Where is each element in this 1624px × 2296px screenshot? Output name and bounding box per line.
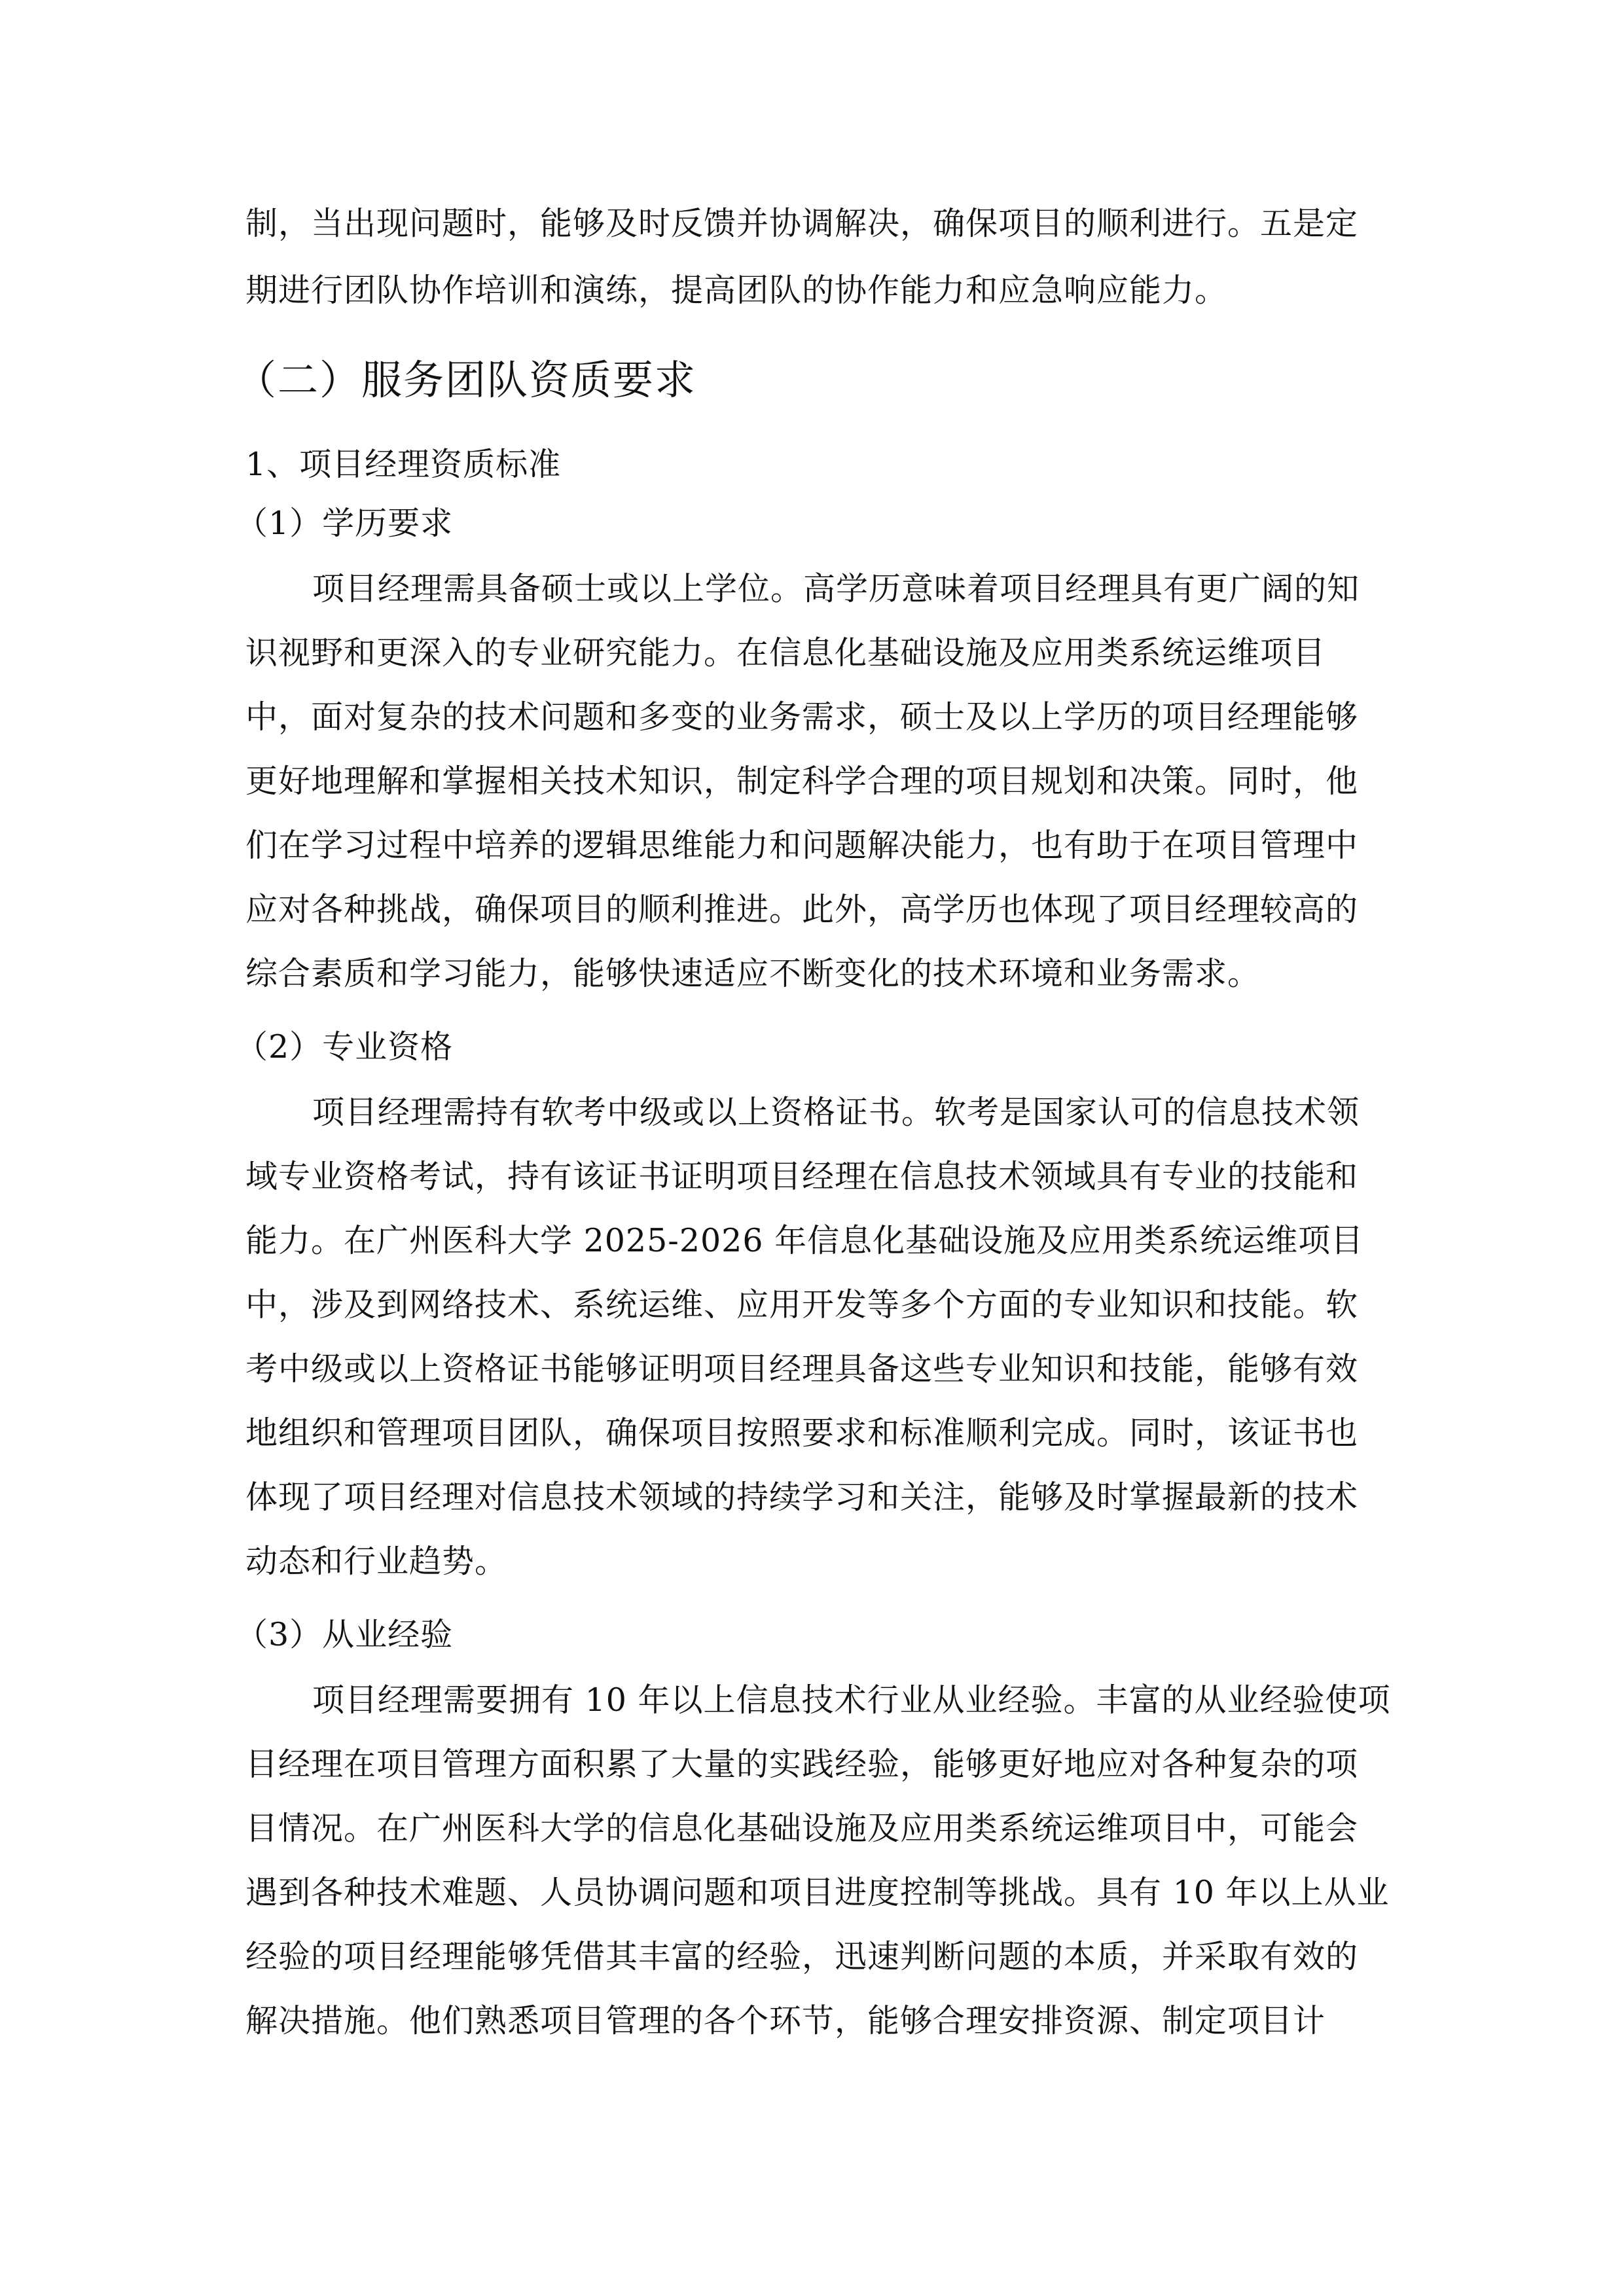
item-heading: （2）专业资格 bbox=[236, 1028, 454, 1066]
body-text-line: 目经理在项目管理方面积累了大量的实践经验，能够更好地应对各种复杂的项 bbox=[245, 1746, 1359, 1783]
body-text-line: 遇到各种技术难题、人员协调问题和项目进度控制等挑战。具有 10 年以上从业 bbox=[245, 1874, 1390, 1911]
body-text-line: 地组织和管理项目团队，确保项目按照要求和标准顺利完成。同时，该证书也 bbox=[245, 1414, 1359, 1452]
body-text-line: 项目经理需具备硕士或以上学位。高学历意味着项目经理具有更广阔的知 bbox=[312, 570, 1360, 607]
item-heading: （1）学历要求 bbox=[236, 505, 454, 542]
subsection-heading: 1、项目经理资质标准 bbox=[245, 446, 562, 483]
body-text-line: 考中级或以上资格证书能够证明项目经理具备这些专业知识和技能，能够有效 bbox=[245, 1350, 1359, 1388]
body-text-line: 解决措施。他们熟悉项目管理的各个环节，能够合理安排资源、制定项目计 bbox=[245, 2002, 1326, 2039]
body-text-line: 体现了项目经理对信息技术领域的持续学习和关注，能够及时掌握最新的技术 bbox=[245, 1479, 1359, 1516]
body-text-line: 目情况。在广州医科大学的信息化基础设施及应用类系统运维项目中，可能会 bbox=[245, 1810, 1359, 1847]
body-text-line: 综合素质和学习能力，能够快速适应不断变化的技术环境和业务需求。 bbox=[245, 955, 1261, 992]
body-text-line: 更好地理解和掌握相关技术知识，制定科学合理的项目规划和决策。同时，他 bbox=[245, 762, 1359, 800]
body-text-line: 域专业资格考试，持有该证书证明项目经理在信息技术领域具有专业的技能和 bbox=[245, 1158, 1359, 1195]
body-text-line: 动态和行业趋势。 bbox=[245, 1543, 508, 1580]
body-text-line: 能力。在广州医科大学 2025-2026 年信息化基础设施及应用类系统运维项目 bbox=[245, 1222, 1364, 1259]
body-text-line: 期进行团队协作培训和演练，提高团队的协作能力和应急响应能力。 bbox=[245, 272, 1228, 309]
body-text-line: 中，涉及到网络技术、系统运维、应用开发等多个方面的专业知识和技能。软 bbox=[245, 1286, 1359, 1323]
body-text-line: 项目经理需持有软考中级或以上资格证书。软考是国家认可的信息技术领 bbox=[312, 1094, 1360, 1131]
item-heading: （3）从业经验 bbox=[236, 1616, 454, 1653]
body-text-line: 应对各种挑战，确保项目的顺利推进。此外，高学历也体现了项目经理较高的 bbox=[245, 891, 1359, 928]
body-text-line: 们在学习过程中培养的逻辑思维能力和问题解决能力，也有助于在项目管理中 bbox=[245, 827, 1359, 864]
body-text-line: 项目经理需要拥有 10 年以上信息技术行业从业经验。丰富的从业经验使项 bbox=[312, 1681, 1391, 1719]
body-text-line: 识视野和更深入的专业研究能力。在信息化基础设施及应用类系统运维项目 bbox=[245, 634, 1326, 672]
body-text-line: 经验的项目经理能够凭借其丰富的经验，迅速判断问题的本质，并采取有效的 bbox=[245, 1938, 1359, 1975]
section-heading: （二）服务团队资质要求 bbox=[236, 356, 697, 404]
body-text-line: 中，面对复杂的技术问题和多变的业务需求，硕士及以上学历的项目经理能够 bbox=[245, 698, 1359, 736]
body-text-line: 制，当出现问题时，能够及时反馈并协调解决，确保项目的顺利进行。五是定 bbox=[245, 205, 1359, 242]
